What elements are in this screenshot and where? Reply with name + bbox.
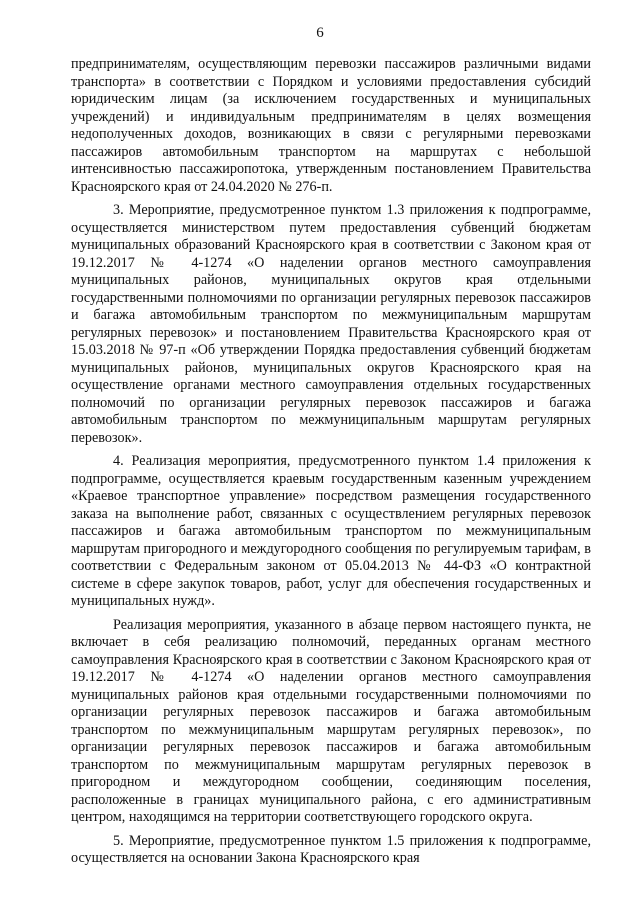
page-number: 6 (316, 25, 324, 41)
paragraph-continuation: предпринимателям, осуществляющим перевозки пассажиров различными видами транспорта» в соответствии с Порядком и условиями предоставления субсидий юридическим лицам (за исключением государственных и муниципальных учреждений) и индивидуальным предпринимателям в целях возмещения недополученных доходов, возникающих в связи с регулярными перевозками пассажиров автомобильным транспортом на маршрутах с небольшой интенсивностью пассажиропотока, утвержденным постановлением Правительства Красноярского края от 24.04.2020 № 276-п. (71, 56, 591, 195)
document-body (71, 56, 591, 874)
paragraph-item-4: 4. Реализация мероприятия, предусмотренного пунктом 1.4 приложения к подпрограмме, осуществляется краевым государственным казенным учреждением «Краевое транспортное управление» посредством размещения государственного заказа на выполнение работ, связанных с осуществлением регулярных перевозок пассажиров и багажа автомобильным транспортом по межмуниципальным маршрутам пригородного и междугородного сообщения по регулируемым тарифам, в соответствии с Федеральным законом от 05.04.2013 № 44-ФЗ «О контрактной системе в сфере закупок товаров, работ, услуг для обеспечения государственных и муниципальных нужд». (71, 453, 591, 609)
paragraph-item-5: 5. Мероприятие, предусмотренное пунктом 1.5 приложения к подпрограмме, осуществляется на основании Закона Красноярского края (71, 832, 591, 866)
paragraph-item-3: 3. Мероприятие, предусмотренное пунктом 1.3 приложения к подпрограмме, осуществляется министерством путем предоставления субвенций бюджетам муниципальных образований Красноярского края в соответствии с Законом края от 19.12.2017 № 4-1274 «О наделении органов местного самоуправления муниципальных районов, муниципальных округов края отдельными государственными полномочиями по организации регулярных перевозок пассажиров и багажа автомобильным транспортом по межмуниципальным маршрутам регулярных перевозок» и постановлением Правительства Красноярского края от 15.03.2018 № 97-п «Об утверждении Порядка предоставления субвенций бюджетам муниципальных районов, муниципальных округов Красноярского края на осуществление органами местного самоуправления отдельных государственных полномочий по организации регулярных перевозок пассажиров и багажа автомобильным транспортом по межмуниципальным маршрутам регулярных перевозок». (71, 202, 591, 446)
paragraph-item-4-note: Реализация мероприятия, указанного в абзаце первом настоящего пункта, не включает в себя реализацию полномочий, переданных органам местного самоуправления Красноярского края в соответствии с Законом Красноярского края от 19.12.2017 № 4-1274 «О наделении органов местного самоуправления муниципальных районов края отдельными государственными полномочиями по организации регулярных перевозок пассажиров и багажа автомобильным транспортом по межмуниципальным маршрутам регулярных перевозок», по организации регулярных перевозок пассажиров и багажа автомобильным транспортом по межмуниципальным маршрутам регулярных перевозок в пригородном и междугородном сообщении, соединяющим поселения, расположенные в границах муниципального района, с его административным центром, находящимся на территории соответствующего городского округа. (71, 616, 591, 825)
